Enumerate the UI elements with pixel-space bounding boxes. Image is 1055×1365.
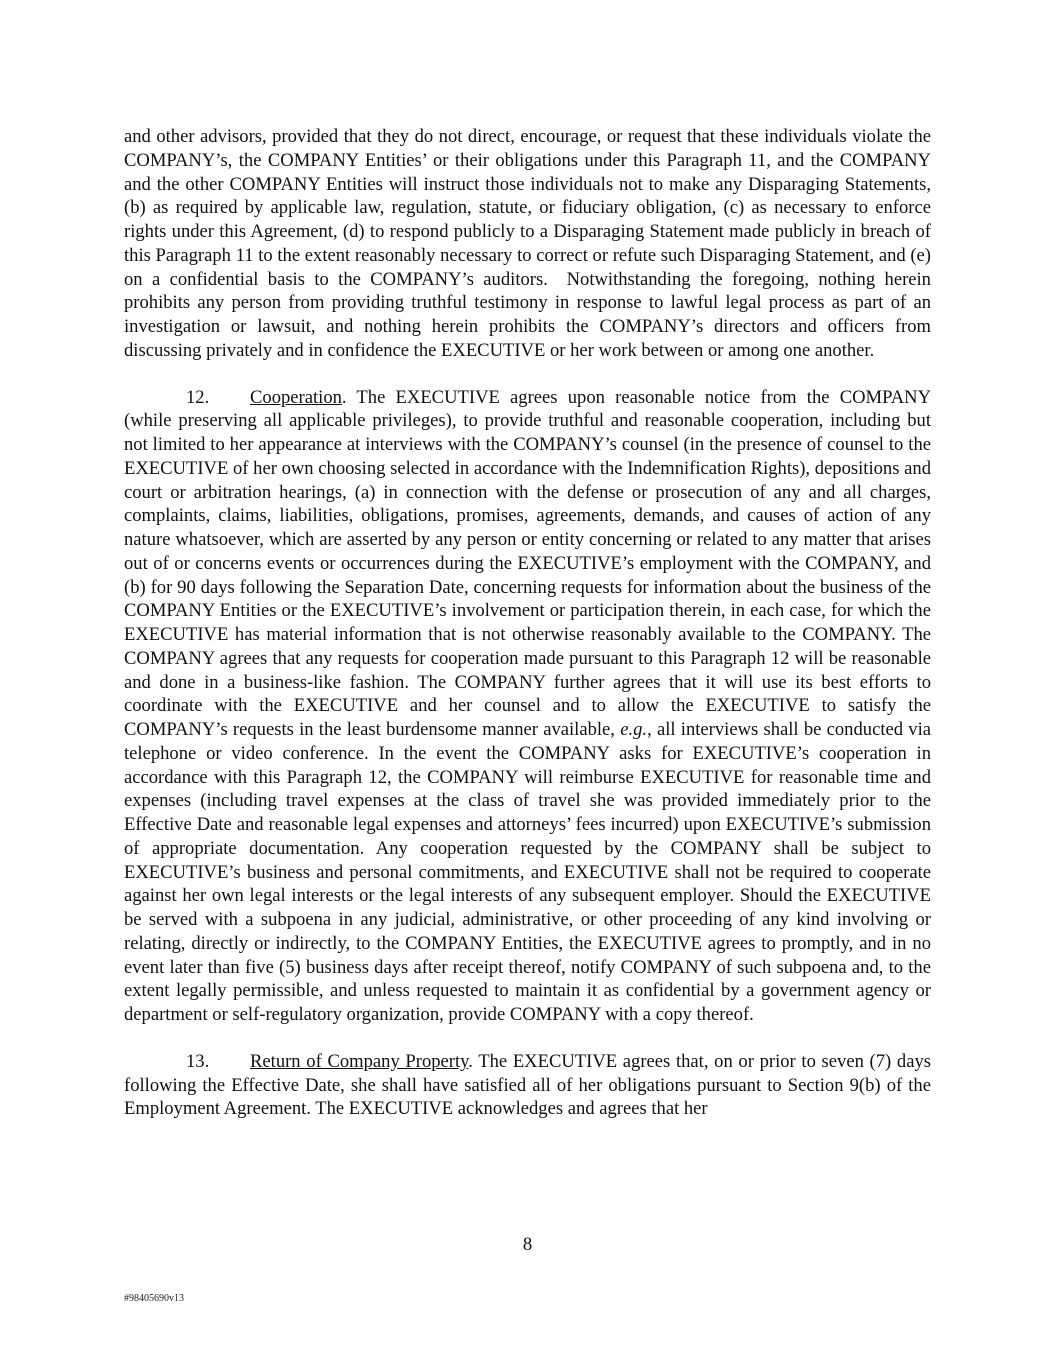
- page-number: 8: [522, 1234, 533, 1255]
- paragraph-11-text: and other advisors, provided that they do not direct, encourage, or request that these individuals violate the COMPANY’s, the COMPANY Entities’ or their obligations under this Paragraph 11, and the COMPANY and the other COMPANY Entities will instruct those individuals not to make any Disparaging Statements, (b) as required by applicable law, regulation, statute, or fiduciary obligation, (c) as necessary to enforce rights under this Agreement, (d) to respond publicly to a Disparaging Statement made publicly in breach of this Paragraph 11 to the extent reasonably necessary to correct or refute such Disparaging Statement, and (e) on a confidential basis to the COMPANY’s auditors.: [124, 126, 931, 290]
- paragraph-11-continued: [124, 125, 931, 363]
- paragraph-13-text: . The EXECUTIVE agrees that, on or prior to seven (7) days following the Effective Date, she shall have satisfied all of her obligations pursuant to Section 9(b) of the Employment Agreement. The EXECUTIVE acknowledges and agrees that her: [124, 1050, 931, 1120]
- document-body: [124, 125, 931, 1121]
- paragraph-11-notwithstanding: Notwithstanding the foregoing, nothing herein prohibits any person from providing truthful testimony in response to lawful legal process as part of an investigation or lawsuit, and nothing herein prohibits the COMPANY’s directors and officers from discussing privately and in confidence the EXECUTIVE or her work between or among one another.: [124, 268, 931, 361]
- paragraph-12-text-part1: . The EXECUTIVE agrees upon reasonable notice from the COMPANY (while preserving all applicable privileges), to provide truthful and reasonable cooperation, including but not limited to her appearance at interviews with the COMPANY’s counsel (in the presence of counsel to the EXECUTIVE of her own choosing selected in accordance with the Indemnification Rights), depositions and court or arbitration hearings, (a) in connection with the defense or prosecution of any and all charges, complaints, claims, liabilities, obligations, promises, agreements, demands, and causes of action of any nature whatsoever, which are asserted by any person or entity concerning or related to any matter that arises out of or concerns events or occurrences during the EXECUTIVE’s employment with the COMPANY, and (b) for 90 days following the Separation Date, concerning requests for information about the business of the COMPANY Entities or the EXECUTIVE’s involvement or participation therein, in each case, for which the EXECUTIVE has material information that is not otherwise reasonably available to the COMPANY. The COMPANY agrees that any requests for cooperation made pursuant to this Paragraph 12 will be reasonable and done in a business-like fashion. The COMPANY further agrees that it will use its best efforts to coordinate with the EXECUTIVE and her counsel and to allow the EXECUTIVE to satisfy the COMPANY’s requests in the least burdensome manner available,: [124, 386, 931, 740]
- paragraph-13: [124, 1050, 931, 1121]
- paragraph-12-heading: Cooperation: [250, 386, 342, 408]
- paragraph-12-text-part2: , all interviews shall be conducted via telephone or video conference. In the event the COMPANY asks for EXECUTIVE’s cooperation in accordance with this Paragraph 12, the COMPANY will reimburse EXECUTIVE for reasonable time and expenses (including travel expenses at the class of travel she was provided immediately prior to the Effective Date and reasonable legal expenses and attorneys’ fees incurred) upon EXECUTIVE’s submission of appropriate documentation. Any cooperation requested by the COMPANY shall be subject to EXECUTIVE’s business and personal commitments, and EXECUTIVE shall not be required to cooperate against her own legal interests or the legal interests of any subsequent employer. Should the EXECUTIVE be served with a subpoena in any judicial, administrative, or other proceeding of any kind involving or relating, directly or indirectly, to the COMPANY Entities, the EXECUTIVE agrees to promptly, and in no event later than five (5) business days after receipt thereof, notify COMPANY of such subpoena and, to the extent legally permissible, and unless requested to maintain it as confidential by a government agency or department or self-regulatory organization, provide COMPANY with a copy thereof.: [124, 719, 931, 1025]
- paragraph-13-number: 13.: [186, 1050, 210, 1072]
- paragraph-12: [124, 386, 931, 1027]
- paragraph-12-number: 12.: [186, 386, 210, 408]
- document-id-footer: #98405690v13: [124, 1293, 184, 1304]
- paragraph-12-eg: e.g.: [620, 719, 648, 740]
- paragraph-13-heading: Return of Company Property: [250, 1050, 469, 1072]
